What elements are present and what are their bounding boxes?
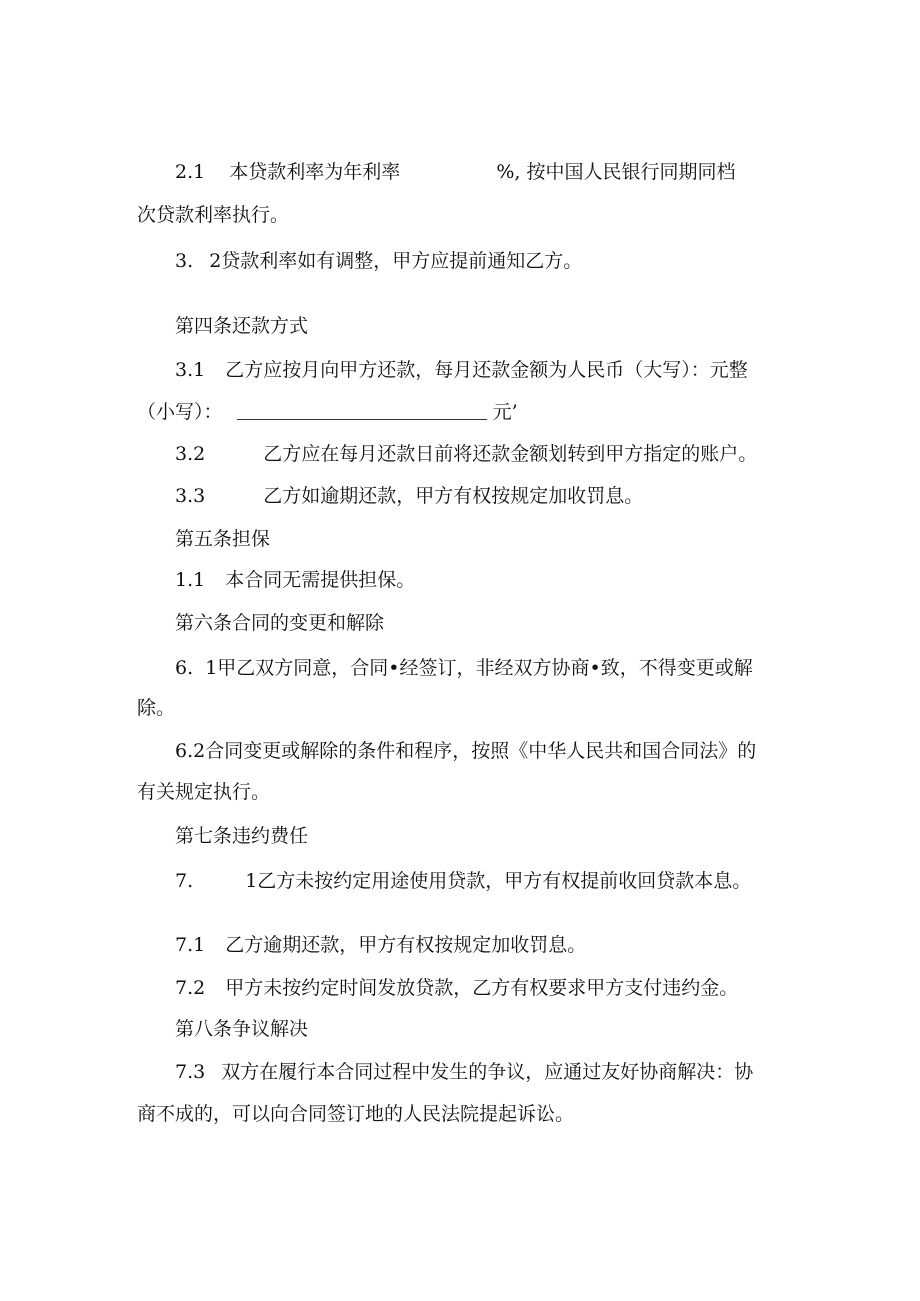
clause-number: 7.1 xyxy=(175,934,206,956)
clause-number: 3.2 xyxy=(175,443,206,465)
clause-6-2: 6.2合同变更或解除的条件和程序，按照《中华人民共和国合同法》的 xyxy=(175,740,757,762)
clause-1-1 xyxy=(175,568,415,592)
clause-6-1 xyxy=(175,656,753,680)
clause-number: 7.2 xyxy=(175,977,206,999)
clause-number: 1.1 xyxy=(175,569,206,591)
clause-text: 甲方未按约定时间发放贷款，乙方有权要求甲方支付违约金。 xyxy=(225,977,739,999)
clause-text: 乙方逾期还款，甲方有权按规定加收罚息。 xyxy=(225,934,587,956)
section-heading-6: 第六条合同的变更和解除 xyxy=(175,612,385,634)
clause-text: 2贷款利率如有调整，甲方应提前通知乙方。 xyxy=(209,250,583,272)
clause-text: 乙方应在每月还款日前将还款金额划转到甲方指定的账户。 xyxy=(263,443,758,465)
clause-text: 双方在履行本合同过程中发生的争议，应通过友好协商解决：协 xyxy=(221,1061,754,1083)
clause-3-3 xyxy=(175,484,643,508)
clause-2-1 xyxy=(175,160,735,184)
clause-3-1 xyxy=(175,358,748,382)
clause-text: %, 按中国人民银行同期同档 xyxy=(496,161,736,183)
clause-text: 本合同无需提供担保。 xyxy=(225,569,416,591)
clause-text: （小写）： xyxy=(137,401,223,423)
section-heading-4: 第四条还款方式 xyxy=(175,315,309,337)
clause-7-3-cont: 商不成的，可以向合同签订地的人民法院提起诉讼。 xyxy=(137,1103,575,1125)
clause-text: 1甲乙双方同意，合同•经签订，非经双方协商•致，不得变更或解 xyxy=(205,657,753,679)
clause-2-1-cont: 次贷款利率执行。 xyxy=(137,204,290,226)
clause-text: 乙方如逾期还款，甲方有权按规定加收罚息。 xyxy=(263,485,644,507)
section-heading-8: 第八条争议解决 xyxy=(175,1018,309,1040)
clause-7-3 xyxy=(175,1060,753,1084)
clause-number: 2.1 xyxy=(175,161,206,183)
clause-number: 3.1 xyxy=(175,359,206,381)
clause-number: 7.3 xyxy=(175,1061,206,1083)
amount-blank xyxy=(237,401,487,420)
clause-number: 7. xyxy=(175,870,194,892)
clause-7-1a xyxy=(175,869,751,893)
clause-3-2b xyxy=(175,442,757,466)
clause-7-1b xyxy=(175,933,586,957)
clause-6-1-cont: 除。 xyxy=(137,697,176,719)
clause-text: 乙方应按月向甲方还款，每月还款金额为人民币（大写）：元整 xyxy=(225,359,748,381)
clause-7-2 xyxy=(175,976,738,1000)
clause-6-2-cont: 有关规定执行。 xyxy=(137,781,271,803)
clause-3-2 xyxy=(175,249,582,273)
clause-text: 本贷款利率为年利率 xyxy=(229,161,401,183)
section-heading-7: 第七条违约费任 xyxy=(175,825,309,847)
clause-text: 1乙方未按约定用途使用贷款，甲方有权提前收回贷款本息。 xyxy=(245,870,752,892)
clause-number: 3.3 xyxy=(175,485,206,507)
section-heading-5: 第五条担保 xyxy=(175,528,271,550)
clause-number: 3. xyxy=(175,250,194,272)
clause-3-1-cont xyxy=(137,400,518,424)
clause-number: 6. xyxy=(175,657,194,679)
clause-text: 元’ xyxy=(492,401,518,423)
